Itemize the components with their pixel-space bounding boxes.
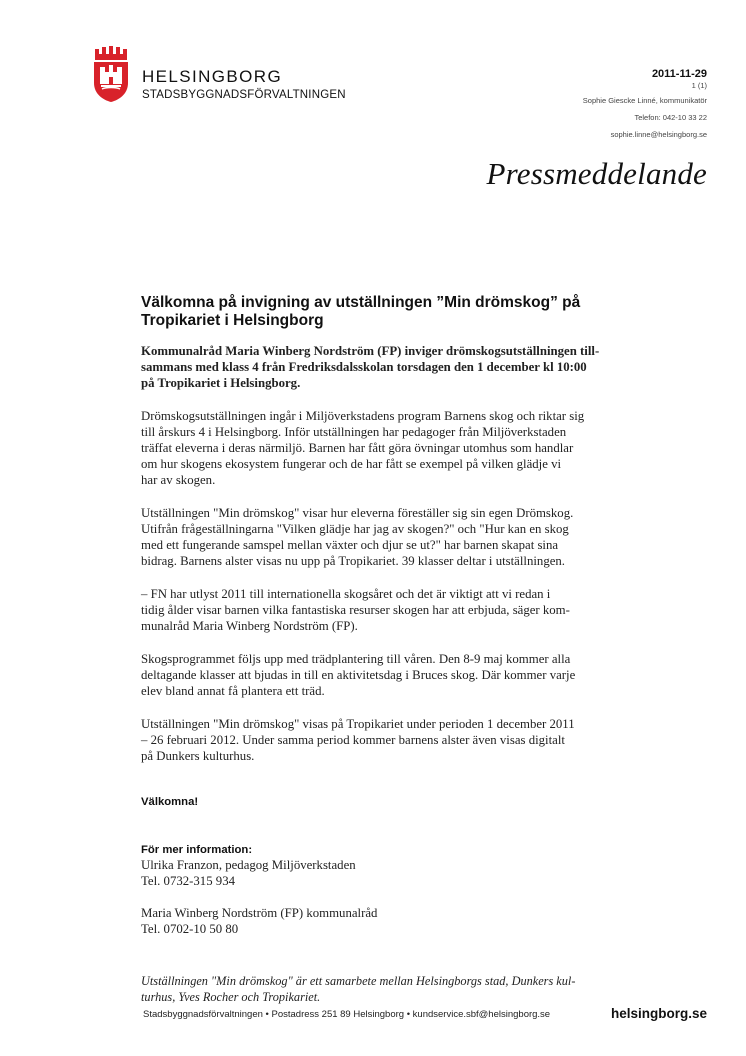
- text-line: elev bland annat få plantera ett träd.: [141, 684, 325, 698]
- quote-paragraph: [141, 586, 611, 634]
- text-line: träffat eleverna i deras närmiljö. Barnen har fått göra övningar utomhus som handlar: [141, 441, 574, 455]
- headline: [141, 294, 611, 330]
- contact-block: [141, 906, 611, 937]
- text-line: bidrag. Barnens alster visas nu upp på Tropikariet. 39 klasser deltar i utställningen.: [141, 554, 565, 568]
- text-line: – 26 februari 2012. Under samma period kommer barnens alster även visas digitalt: [141, 733, 565, 747]
- document-type: Pressmeddelande: [486, 156, 707, 191]
- document-date: 2011-11-29: [651, 68, 707, 80]
- contact-email: sophie.linne@helsingborg.se: [610, 130, 707, 139]
- text-line: Skogsprogrammet följs upp med trädplantering till våren. Den 8-9 maj kommer alla: [141, 652, 571, 666]
- footer-address: Stadsbyggnadsförvaltningen • Postadress 251 89 Helsingborg • kundservice.sbf@helsingborg.se: [143, 1009, 551, 1020]
- text-line: Drömskogsutställningen ingår i Miljöverkstadens program Barnens skog och riktar sig: [141, 409, 585, 423]
- paragraph: [141, 651, 611, 699]
- text-line: med ett fungerande samspel mellan växter och djur se ut?" har barnen skapat sina: [141, 538, 559, 552]
- headline-line: Tropikariet i Helsingborg: [141, 312, 324, 329]
- footnote: [141, 973, 611, 1005]
- org-name: HELSINGBORG: [142, 67, 283, 86]
- contact-phone: Tel. 0732-315 934: [141, 873, 236, 888]
- paragraph: [141, 505, 611, 569]
- footer-website-link[interactable]: helsingborg.se: [610, 1006, 707, 1021]
- headline-line: Välkomna på invigning av utställningen ”Min drömskog” på: [141, 294, 581, 311]
- text-line: Utställningen "Min drömskog" visas på Tropikariet under perioden 1 december 2011: [141, 717, 575, 731]
- text-line: på Dunkers kulturhus.: [141, 749, 255, 763]
- helsingborg-logo: [92, 45, 130, 103]
- text-line: munalråd Maria Winberg Nordström (FP).: [141, 619, 358, 633]
- contact-block: [141, 858, 611, 889]
- contact-name: Maria Winberg Nordström (FP) kommunalråd: [141, 906, 378, 920]
- text-line: turhus, Yves Rocher och Tropikariet.: [141, 990, 321, 1004]
- text-line: deltagande klasser att bjudas in till en aktivitetsdag i Bruces skog. Där kommer varje: [141, 668, 576, 682]
- text-line: på Tropikariet i Helsingborg.: [141, 376, 301, 390]
- paragraph: [141, 716, 611, 764]
- org-department: STADSBYGGNADSFÖRVALTNINGEN: [142, 89, 346, 101]
- text-line: har av skogen.: [141, 473, 216, 487]
- text-line: Kommunalråd Maria Winberg Nordström (FP) inviger drömskogsutställningen till-: [141, 344, 600, 358]
- lead-paragraph: [141, 343, 611, 391]
- more-info-heading: För mer information:: [141, 844, 253, 856]
- city-crest-icon: [92, 45, 130, 103]
- text-line: om hur skogens ekosystem fungerar och de har fått se exempel på vilken glädje vi: [141, 457, 562, 471]
- text-line: Utifrån frågeställningarna "Vilken glädje har jag av skogen?" och "Hur kan en skog: [141, 522, 569, 536]
- text-line: Utställningen "Min drömskog" visar hur eleverna föreställer sig sin egen Drömskog.: [141, 506, 574, 520]
- text-line: sammans med klass 4 från Fredriksdalsskolan torsdagen den 1 december kl 10:00: [141, 360, 587, 374]
- text-line: tidig ålder visar barnen vilka fantastiska resurser skogen har att erbjuda, säger kom-: [141, 603, 570, 617]
- contact-name: Ulrika Franzon, pedagog Miljöverkstaden: [141, 858, 356, 872]
- page-number: 1 (1): [691, 81, 707, 90]
- welcome-text: Välkomna!: [141, 796, 199, 808]
- paragraph: [141, 408, 611, 488]
- document-meta: [583, 68, 707, 139]
- press-release-body: [141, 294, 611, 1005]
- contact-phone: Tel. 0702-10 50 80: [141, 921, 239, 936]
- contact-phone: Telefon: 042-10 33 22: [634, 113, 707, 122]
- text-line: till årskurs 4 i Helsingborg. Inför utställningen har pedagoger från Miljöverkstaden: [141, 425, 567, 439]
- contact-person: Sophie Giescke Linné, kommunikatör: [582, 96, 707, 105]
- text-line: Utställningen "Min drömskog" är ett samarbete mellan Helsingborgs stad, Dunkers kul-: [141, 974, 576, 988]
- text-line: – FN har utlyst 2011 till internationella skogsåret och det är viktigt att vi redan i: [141, 587, 551, 601]
